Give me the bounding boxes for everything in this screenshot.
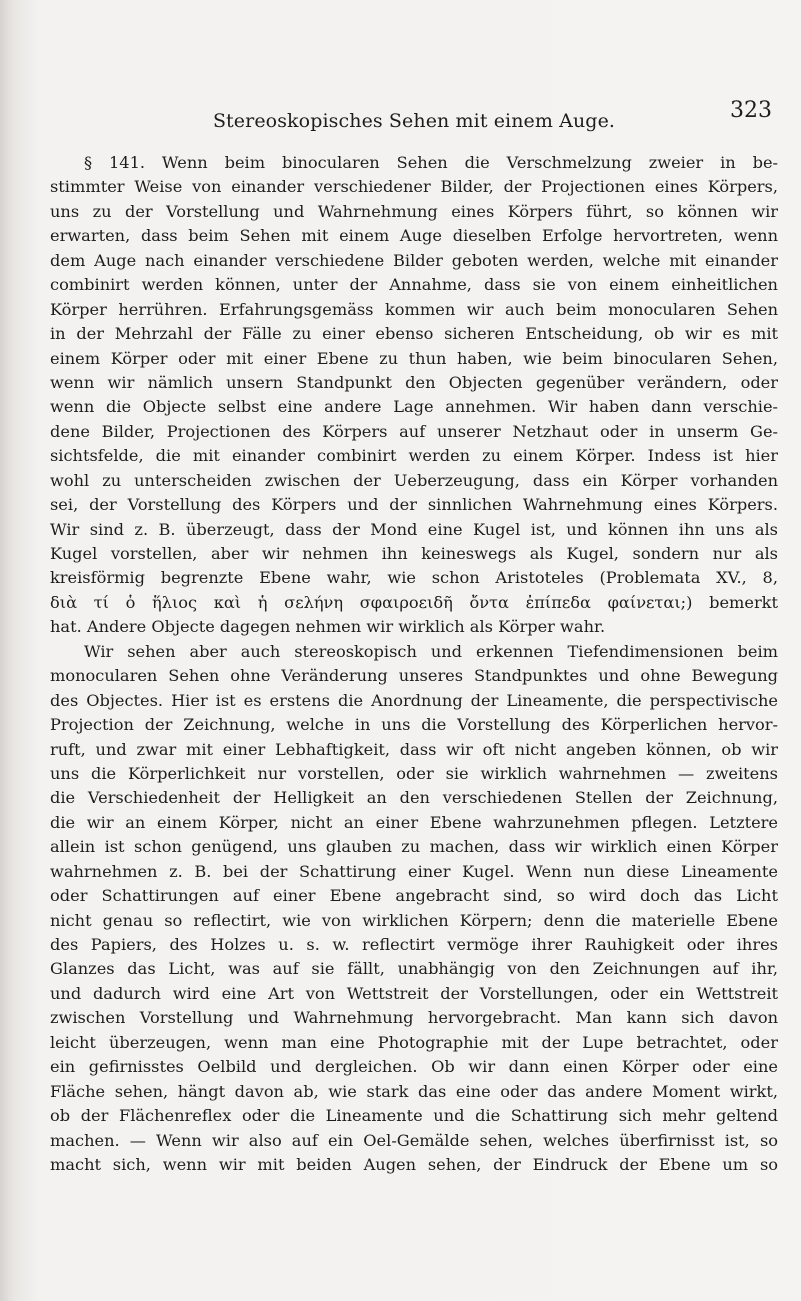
text-line: leicht überzeugen, wenn man eine Photographie mit der Lupe betrachtet, oder	[50, 1032, 778, 1052]
text-line: dene Bilder, Projectionen des Körpers auf unserer Netzhaut oder in unserm Ge-	[50, 421, 778, 441]
text-line: ruft, und zwar mit einer Lebhaftigkeit, dass wir oft nicht angeben können, ob wir	[50, 739, 778, 759]
text-line: Körper herrühren. Erfahrungsgemäss kommen wir auch beim monocularen Sehen	[50, 299, 778, 319]
text-line: allein ist schon genügend, uns glauben zu machen, dass wir wirklich einen Körper	[50, 837, 778, 857]
text-line: hat. Andere Objecte dagegen nehmen wir wirklich als Körper wahr.	[50, 617, 606, 637]
text-line: in der Mehrzahl der Fälle zu einer ebenso sicheren Entscheidung, ob wir es mit	[50, 324, 778, 344]
text-line: ein gefirnisstes Oelbild und dergleichen. Ob wir dann einen Körper oder eine	[50, 1057, 778, 1077]
text-line: wohl zu unterscheiden zwischen der Ueberzeugung, dass ein Körper vorhanden	[50, 470, 778, 490]
text-line: stimmter Weise von einander verschiedener Bilder, der Projectionen eines Körpers,	[50, 177, 778, 197]
text-line: Projection der Zeichnung, welche in uns die Vorstellung des Körperlichen hervor-	[50, 715, 778, 735]
text-line: Wir sind z. B. überzeugt, dass der Mond eine Kugel ist, und können ihn uns als	[50, 519, 778, 539]
text-line: kreisförmig begrenzte Ebene wahr, wie schon Aristoteles (Problemata XV., 8,	[50, 568, 778, 588]
text-line: sichtsfelde, die mit einander combinirt werden zu einem Körper. Indess ist hier	[50, 446, 778, 466]
text-line: des Objectes. Hier ist es erstens die Anordnung der Lineamente, die perspectivische	[50, 690, 778, 710]
text-line: monocularen Sehen ohne Veränderung unseres Standpunktes und ohne Bewegung	[50, 666, 778, 686]
text-line: wenn die Objecte selbst eine andere Lage annehmen. Wir haben dann verschie-	[50, 397, 778, 417]
body-text	[50, 151, 778, 1177]
text-line: einem Körper oder mit einer Ebene zu thun haben, wie beim binocularen Sehen,	[50, 348, 778, 368]
running-title: Stereoskopisches Sehen mit einem Auge.	[212, 110, 616, 132]
running-head	[50, 98, 778, 138]
text-line: oder Schattirungen auf einer Ebene angebracht sind, so wird doch das Licht	[50, 886, 778, 906]
text-line: dem Auge nach einander verschiedene Bilder geboten werden, welche mit einander	[50, 250, 778, 270]
text-line: uns zu der Vorstellung und Wahrnehmung eines Körpers führt, so können wir	[50, 201, 778, 221]
text-line: uns die Körperlichkeit nur vorstellen, oder sie wirklich wahrnehmen — zweitens	[50, 763, 778, 783]
text-line: erwarten, dass beim Sehen mit einem Auge dieselben Erfolge hervortreten, wenn	[50, 226, 778, 246]
text-line: des Papiers, des Holzes u. s. w. reflectirt vermöge ihrer Rauhigkeit oder ihres	[50, 935, 778, 954]
text-line: combinirt werden können, unter der Annahme, dass sie von einem einheitlichen	[50, 275, 778, 295]
text-line: Glanzes das Licht, was auf sie fällt, unabhängig von den Zeichnungen auf ihr,	[50, 959, 778, 979]
text-line: und dadurch wird eine Art von Wettstreit der Vorstellungen, oder ein Wettstreit	[50, 983, 778, 1003]
page-number: 323	[730, 98, 772, 123]
text-line: sei, der Vorstellung des Körpers und der sinnlichen Wahrnehmung eines Körpers.	[50, 495, 778, 515]
text-line: die wir an einem Körper, nicht an einer Ebene wahrzunehmen pflegen. Letztere	[50, 812, 778, 832]
text-line: wahrnehmen z. B. bei der Schattirung einer Kugel. Wenn nun diese Lineamente	[50, 861, 778, 881]
book-page	[50, 0, 778, 1301]
text-line: machen. — Wenn wir also auf ein Oel-Gemälde sehen, welches überfirnisst ist, so	[50, 1130, 778, 1150]
text-line: ob der Flächenreflex oder die Lineamente und die Schattirung sich mehr geltend	[50, 1106, 778, 1126]
text-line: § 141. Wenn beim binocularen Sehen die Verschmelzung zweier in be-	[84, 153, 778, 172]
text-line: zwischen Vorstellung und Wahrnehmung hervorgebracht. Man kann sich davon	[50, 1008, 778, 1028]
text-line: wenn wir nämlich unsern Standpunkt den Objecten gegenüber verändern, oder	[50, 372, 778, 392]
text-line: Kugel vorstellen, aber wir nehmen ihn keineswegs als Kugel, sondern nur als	[50, 544, 778, 563]
text-line: macht sich, wenn wir mit beiden Augen sehen, der Eindruck der Ebene um so	[50, 1154, 778, 1174]
text-line: nicht genau so reflectirt, wie von wirklichen Körpern; denn die materielle Ebene	[50, 910, 778, 930]
text-line: διὰ τί ὁ ἥλιος καὶ ἡ σελήνη σφαιροειδῆ ὄντα ἐπίπεδα φαίνεται;) bemerkt	[50, 592, 778, 612]
text-line: Wir sehen aber auch stereoskopisch und erkennen Tiefendimensionen beim	[84, 641, 778, 661]
text-line: Fläche sehen, hängt davon ab, wie stark das eine oder das andere Moment wirkt,	[50, 1081, 778, 1101]
text-line: die Verschiedenheit der Helligkeit an den verschiedenen Stellen der Zeichnung,	[50, 788, 778, 808]
